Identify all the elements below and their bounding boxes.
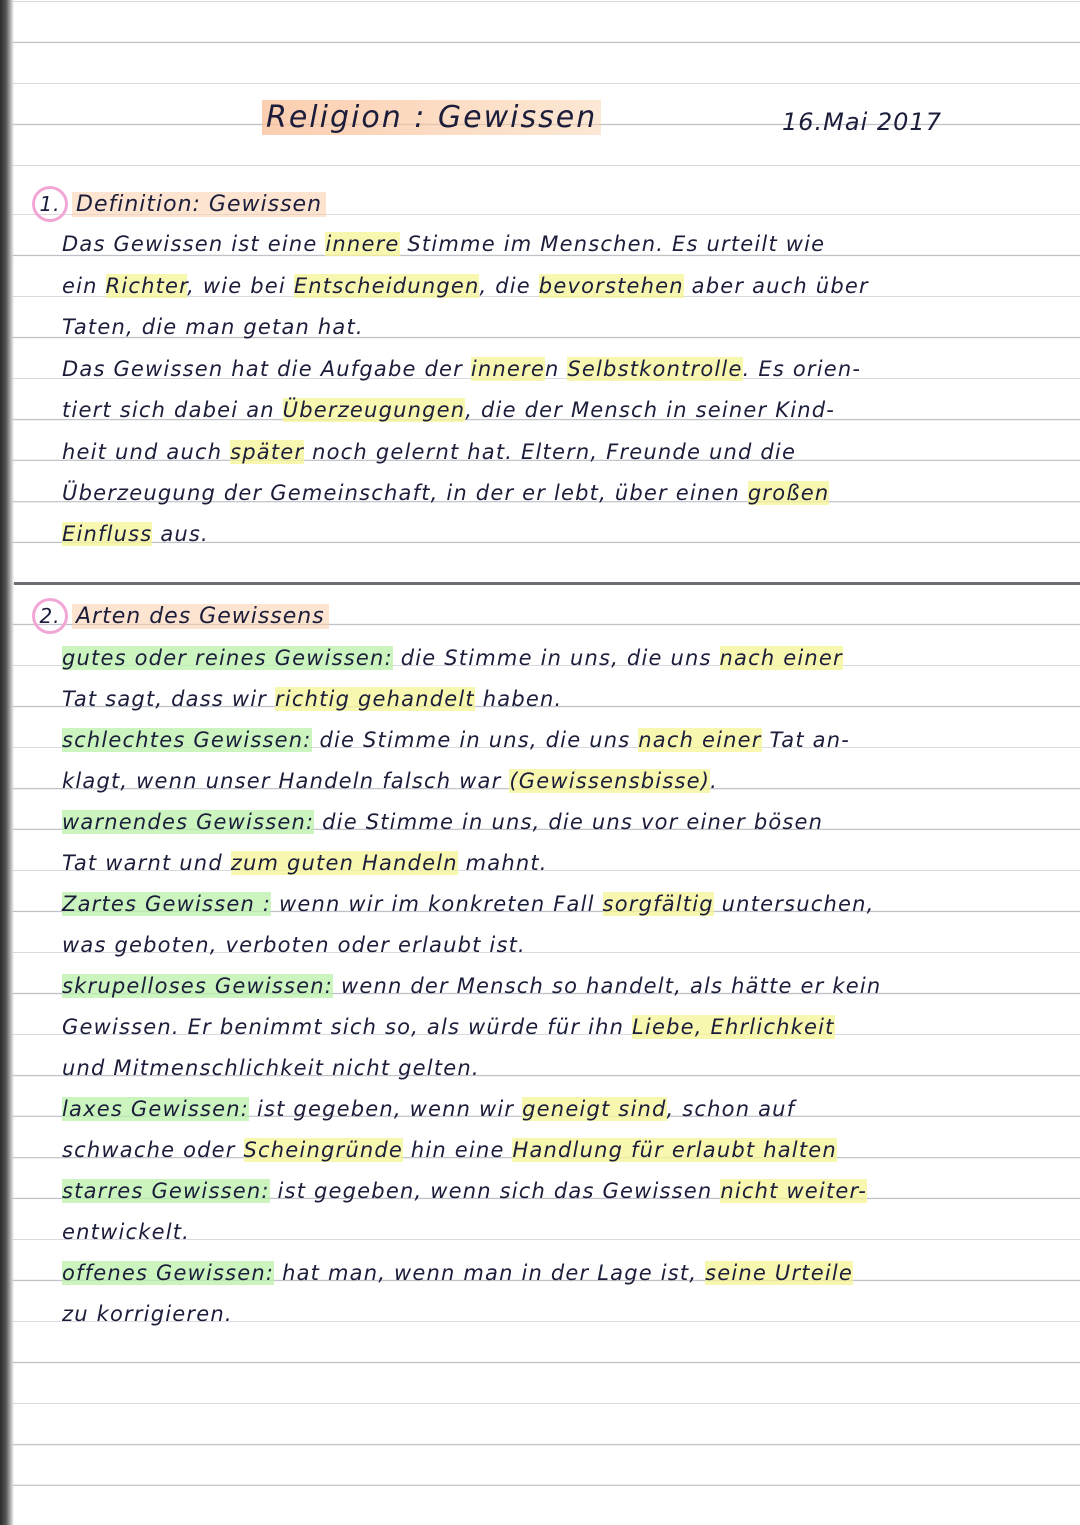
- section1-heading: [32, 186, 326, 222]
- section1-line: Überzeugung der Gemeinschaft, in der er lebt, über einen großen: [62, 481, 830, 505]
- page-title: [262, 100, 601, 135]
- page-date: 16.Mai 2017: [782, 108, 942, 136]
- section2-line: entwickelt.: [62, 1220, 191, 1244]
- section1-number: 1.: [32, 186, 68, 222]
- section2-line: Gewissen. Er benimmt sich so, als würde für ihn Liebe, Ehrlichkeit: [62, 1015, 835, 1039]
- section2-line: zu korrigieren.: [62, 1302, 233, 1326]
- section2-line: Tat sagt, dass wir richtig gehandelt haben.: [62, 687, 563, 711]
- section2-line: offenes Gewissen: hat man, wenn man in der Lage ist, seine Urteile: [62, 1261, 854, 1285]
- section1-line: tiert sich dabei an Überzeugungen, die der Mensch in seiner Kind-: [62, 398, 836, 422]
- section-divider: [14, 582, 1080, 585]
- section1-line: ein Richter, wie bei Entscheidungen, die bevorstehen aber auch über: [62, 274, 869, 298]
- section2-line: klagt, wenn unser Handeln falsch war (Gewissensbisse).: [62, 769, 719, 793]
- section1-line: Taten, die man getan hat.: [62, 315, 364, 339]
- section2-line: schwache oder Scheingründe hin eine Handlung für erlaubt halten: [62, 1138, 837, 1162]
- section2-line: starres Gewissen: ist gegeben, wenn sich das Gewissen nicht weiter-: [62, 1179, 867, 1203]
- section2-line: schlechtes Gewissen: die Stimme in uns, die uns nach einer Tat an-: [62, 728, 851, 752]
- section2-line: laxes Gewissen: ist gegeben, wenn wir geneigt sind, schon auf: [62, 1097, 796, 1121]
- page-binding-edge: [0, 0, 14, 1525]
- section2-line: und Mitmenschlichkeit nicht gelten.: [62, 1056, 480, 1080]
- section1-line: Einfluss aus.: [62, 522, 209, 546]
- section1-line: heit und auch später noch gelernt hat. Eltern, Freunde und die: [62, 440, 797, 464]
- section2-line: Zartes Gewissen : wenn wir im konkreten Fall sorgfältig untersuchen,: [62, 892, 875, 916]
- section2-line: skrupelloses Gewissen: wenn der Mensch so handelt, als hätte er kein: [62, 974, 882, 998]
- section2-line: Tat warnt und zum guten Handeln mahnt.: [62, 851, 548, 875]
- section1-heading-text: Definition: Gewissen: [72, 192, 326, 217]
- section2-line: was geboten, verboten oder erlaubt ist.: [62, 933, 526, 957]
- section1-line: Das Gewissen ist eine innere Stimme im Menschen. Es urteilt wie: [62, 232, 826, 256]
- section2-line: gutes oder reines Gewissen: die Stimme in uns, die uns nach einer: [62, 646, 843, 670]
- section2-heading-text: Arten des Gewissens: [72, 604, 329, 629]
- section2-heading: [32, 598, 329, 634]
- section1-line: Das Gewissen hat die Aufgabe der inneren Selbstkontrolle. Es orien-: [62, 357, 862, 381]
- section2-line: warnendes Gewissen: die Stimme in uns, die uns vor einer bösen: [62, 810, 824, 834]
- section2-number: 2.: [32, 598, 68, 634]
- page-title-text: Religion : Gewissen: [262, 100, 601, 135]
